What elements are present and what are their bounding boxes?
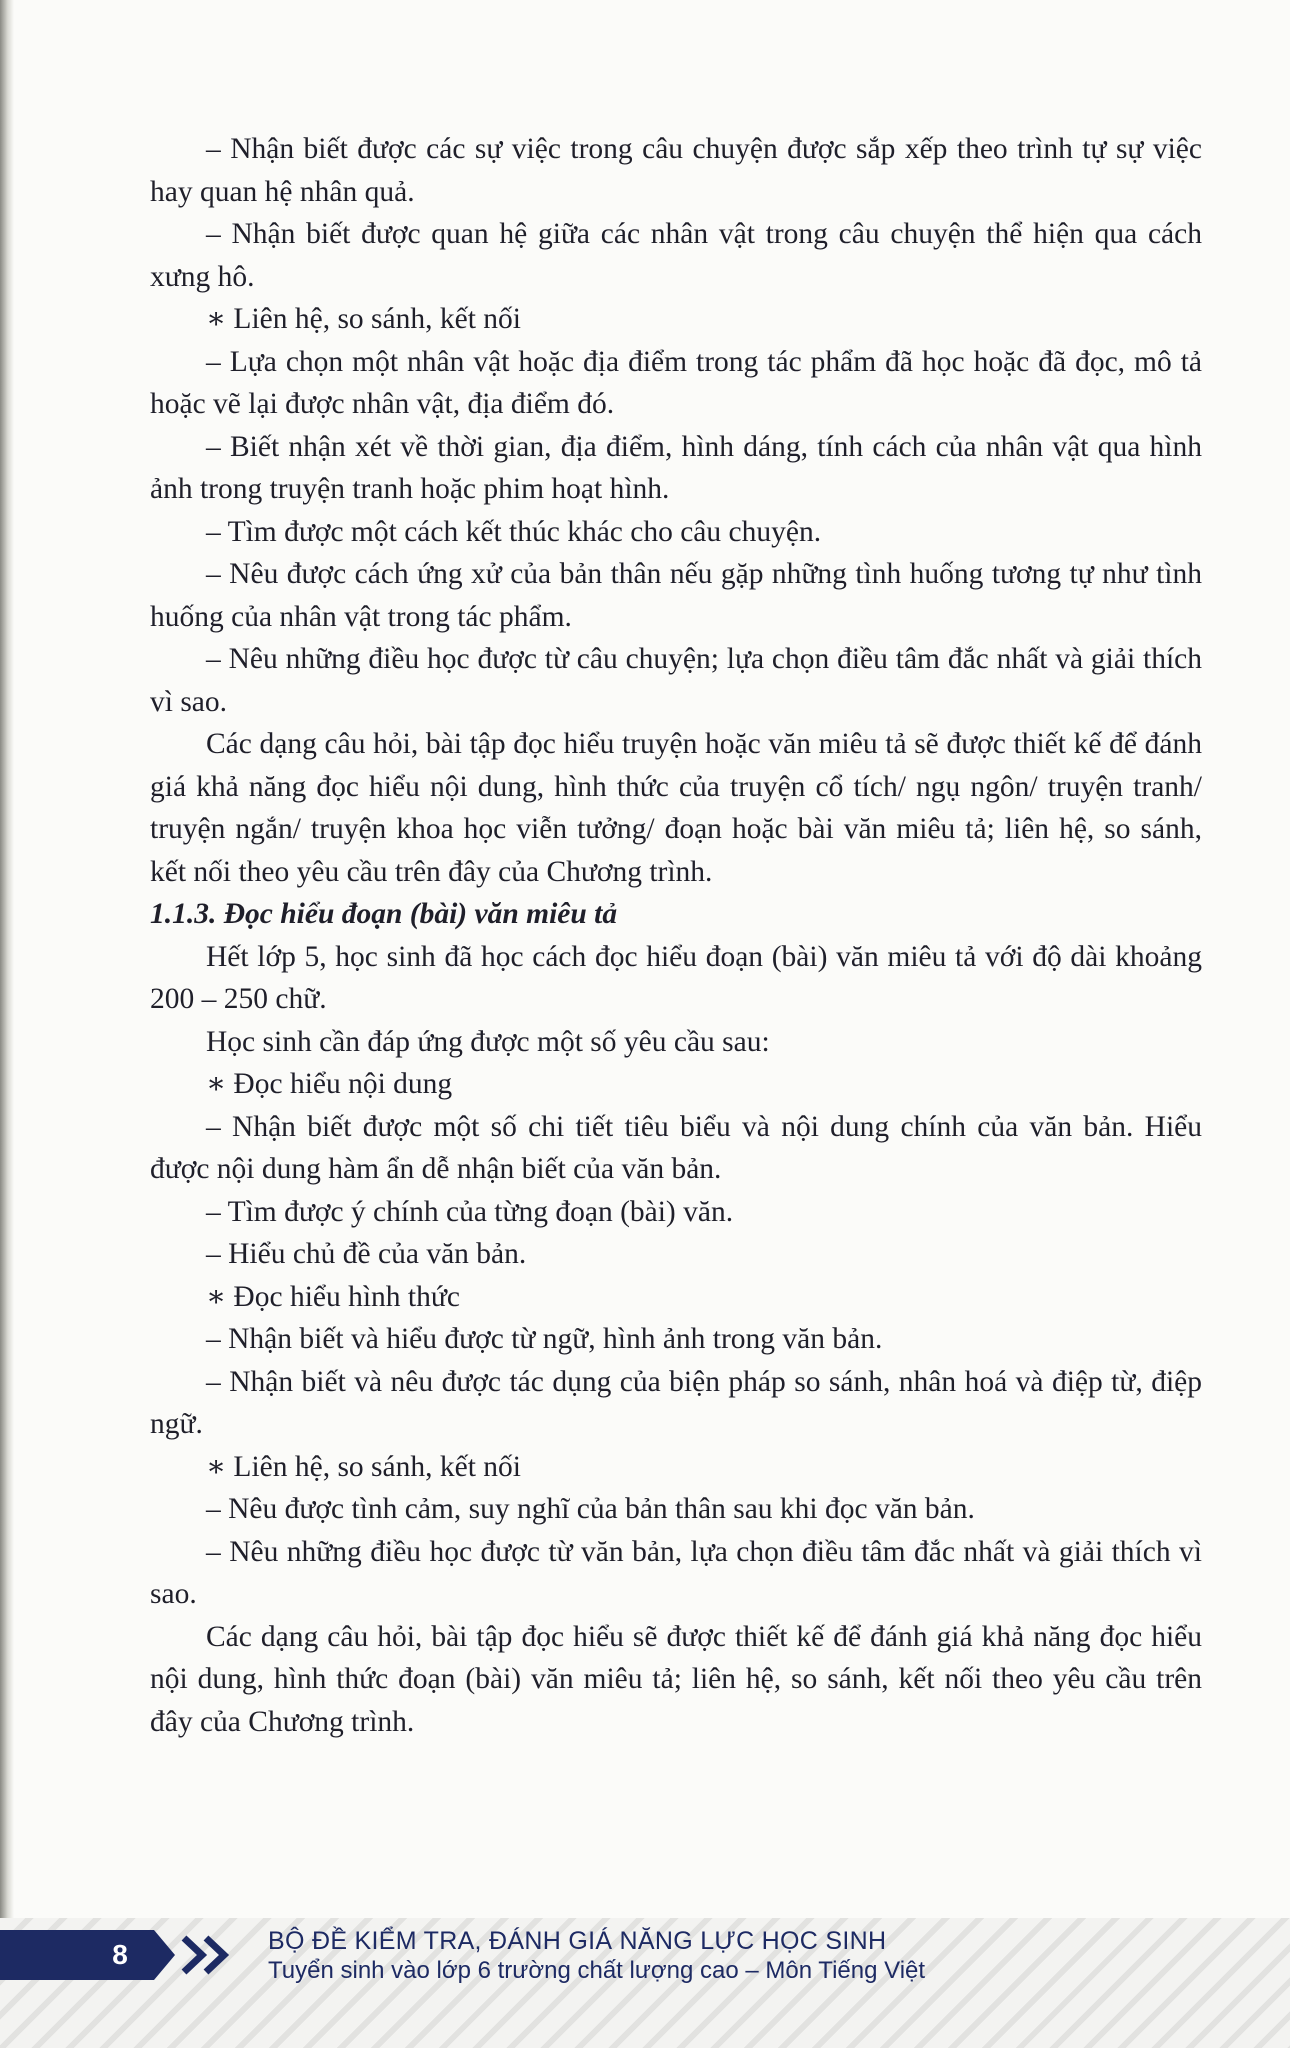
paragraph: – Nhận biết được một số chi tiết tiêu biểu và nội dung chính của văn bản. Hiểu được nội dung hàm ẩn dễ nhận biết của văn bản. [150,1110,1202,1185]
footer-book-title [268,1926,925,1986]
paragraph: – Nêu được tình cảm, suy nghĩ của bản thân sau khi đọc văn bản. [206,1493,975,1525]
page-number: 8 [112,1939,128,1970]
paragraph: ∗ Đọc hiểu hình thức [206,1280,460,1313]
paragraph: – Tìm được ý chính của từng đoạn (bài) văn. [206,1195,734,1228]
paragraph: Hết lớp 5, học sinh đã học cách đọc hiểu đoạn (bài) văn miêu tả với độ dài khoảng 200 – 250 chữ. [150,940,1202,1015]
paragraph: – Tìm được một cách kết thúc khác cho câu chuyện. [206,515,822,548]
double-chevron-right-icon [178,1932,238,1978]
page-number-bar [0,1930,175,1980]
paragraph: – Nêu những điều học được từ văn bản, lựa chọn điều tâm đắc nhất và giải thích vì sao. [150,1535,1202,1610]
page-edge-shadow [0,0,14,2048]
paragraph: – Nhận biết được các sự việc trong câu chuyện được sắp xếp theo trình tự sự việc hay quan hệ nhân quả. [150,133,1202,208]
paragraph: Học sinh cần đáp ứng được một số yêu cầu sau: [206,1025,770,1058]
footer-subtitle-line: Tuyển sinh vào lớp 6 trường chất lượng cao – Môn Tiếng Việt [268,1957,926,1984]
paragraph: – Nêu những điều học được từ câu chuyện; lựa chọn điều tâm đắc nhất và giải thích vì sao. [150,643,1202,718]
page-body [150,128,1202,1743]
page-footer [0,1918,1290,2048]
paragraph: – Lựa chọn một nhân vật hoặc địa điểm trong tác phẩm đã học hoặc đã đọc, mô tả hoặc vẽ lại được nhân vật, địa điểm đó. [150,345,1202,420]
footer-title-line: BỘ ĐỀ KIỂM TRA, ĐÁNH GIÁ NĂNG LỰC HỌC SINH [268,1927,887,1955]
paragraph: – Biết nhận xét về thời gian, địa điểm, hình dáng, tính cách của nhân vật qua hình ảnh trong truyện tranh hoặc phim hoạt hình. [150,430,1202,505]
paragraph: ∗ Liên hệ, so sánh, kết nối [206,303,521,335]
paragraph: Các dạng câu hỏi, bài tập đọc hiểu truyện hoặc văn miêu tả sẽ được thiết kế để đánh giá khả năng đọc hiểu nội dung, hình thức của truyện cổ tích/ ngụ ngôn/ truyện tranh/ truyện ngắn/ truyện khoa học viễn tưởng/ đoạn hoặc bài văn miêu tả; liên hệ, so sánh, kết nối theo yêu cầu trên đây của Chương trình. [150,728,1202,888]
paragraph: – Nêu được cách ứng xử của bản thân nếu gặp những tình huống tương tự như tình huống của nhân vật trong tác phẩm. [150,558,1202,633]
section-heading: 1.1.3. Đọc hiểu đoạn (bài) văn miêu tả [150,898,618,930]
paragraph: – Nhận biết và hiểu được từ ngữ, hình ảnh trong văn bản. [206,1323,883,1355]
paragraph: – Hiểu chủ đề của văn bản. [206,1238,527,1270]
paragraph: – Nhận biết và nêu được tác dụng của biện pháp so sánh, nhân hoá và điệp từ, điệp ngữ. [150,1365,1202,1440]
paragraph: Các dạng câu hỏi, bài tập đọc hiểu sẽ được thiết kế để đánh giá khả năng đọc hiểu nội dung, hình thức đoạn (bài) văn miêu tả; liên hệ, so sánh, kết nối theo yêu cầu trên đây của Chương trình. [150,1620,1202,1738]
paragraph: ∗ Liên hệ, so sánh, kết nối [206,1450,521,1483]
paragraph: ∗ Đọc hiểu nội dung [206,1068,453,1100]
paragraph: – Nhận biết được quan hệ giữa các nhân vật trong câu chuyện thể hiện qua cách xưng hô. [150,218,1202,293]
